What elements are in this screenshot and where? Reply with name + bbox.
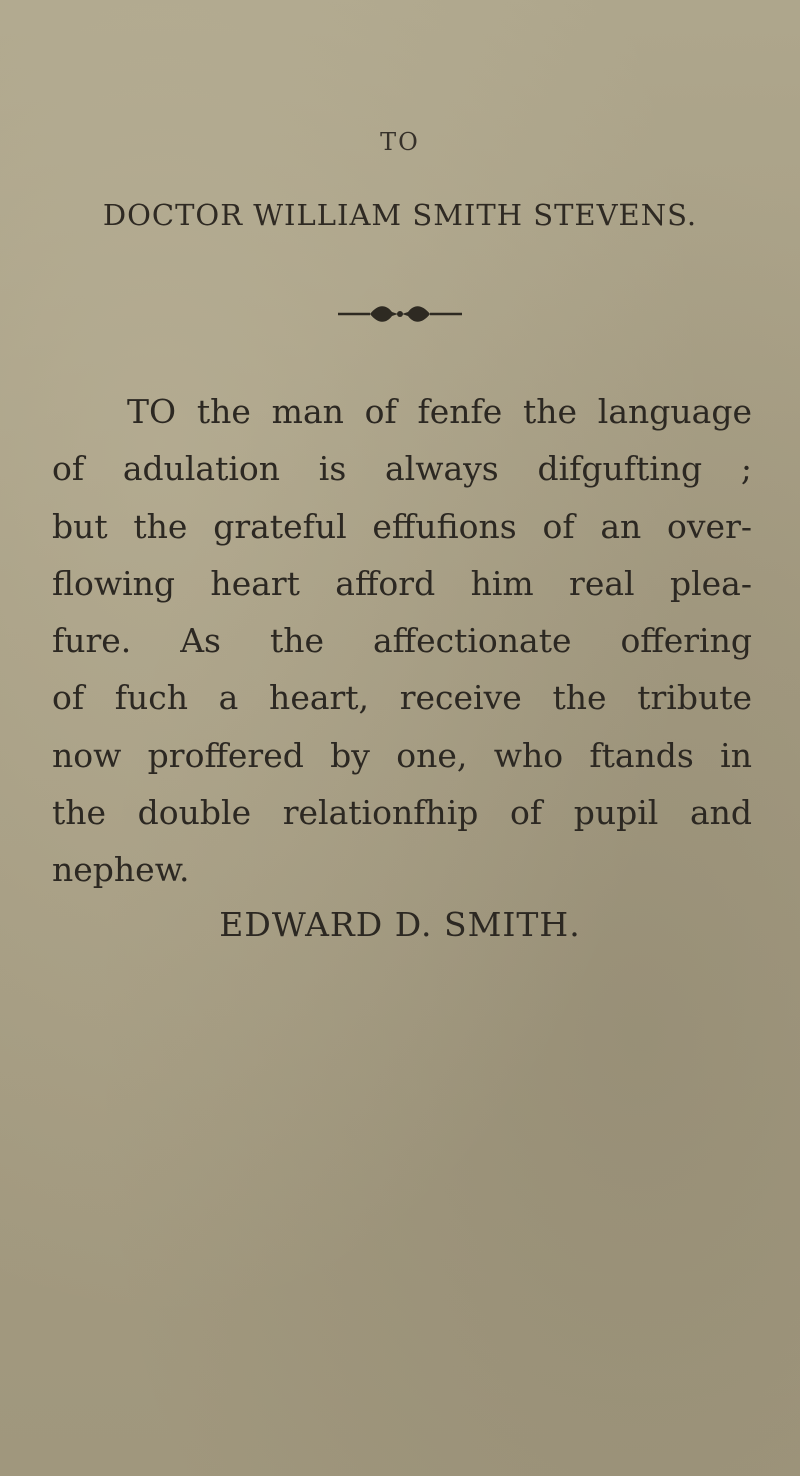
body-line: now proffered by one, who ftands in — [52, 735, 752, 775]
body-line: fure. As the affectionate offering — [52, 621, 752, 661]
divider-ornament-icon — [338, 300, 462, 328]
body-line: the double relationfhip of pupil and — [52, 793, 752, 833]
body-line: TO the man of fenfe the language — [127, 392, 752, 431]
dedicatee-name: DOCTOR WILLIAM SMITH STEVENS. — [102, 198, 698, 232]
body-line: but the grateful effufions of an over- — [52, 506, 752, 546]
body-line: of fuch a heart, receive the tribute — [52, 678, 752, 718]
body-line: flowing heart afford him real plea- — [52, 563, 752, 603]
to-heading: TO — [380, 128, 420, 156]
body-line: nephew. — [52, 850, 190, 890]
body-line: of adulation is always difgufting ; — [52, 449, 752, 489]
signature: EDWARD D. SMITH. — [219, 905, 581, 944]
dedication-body — [52, 383, 752, 899]
